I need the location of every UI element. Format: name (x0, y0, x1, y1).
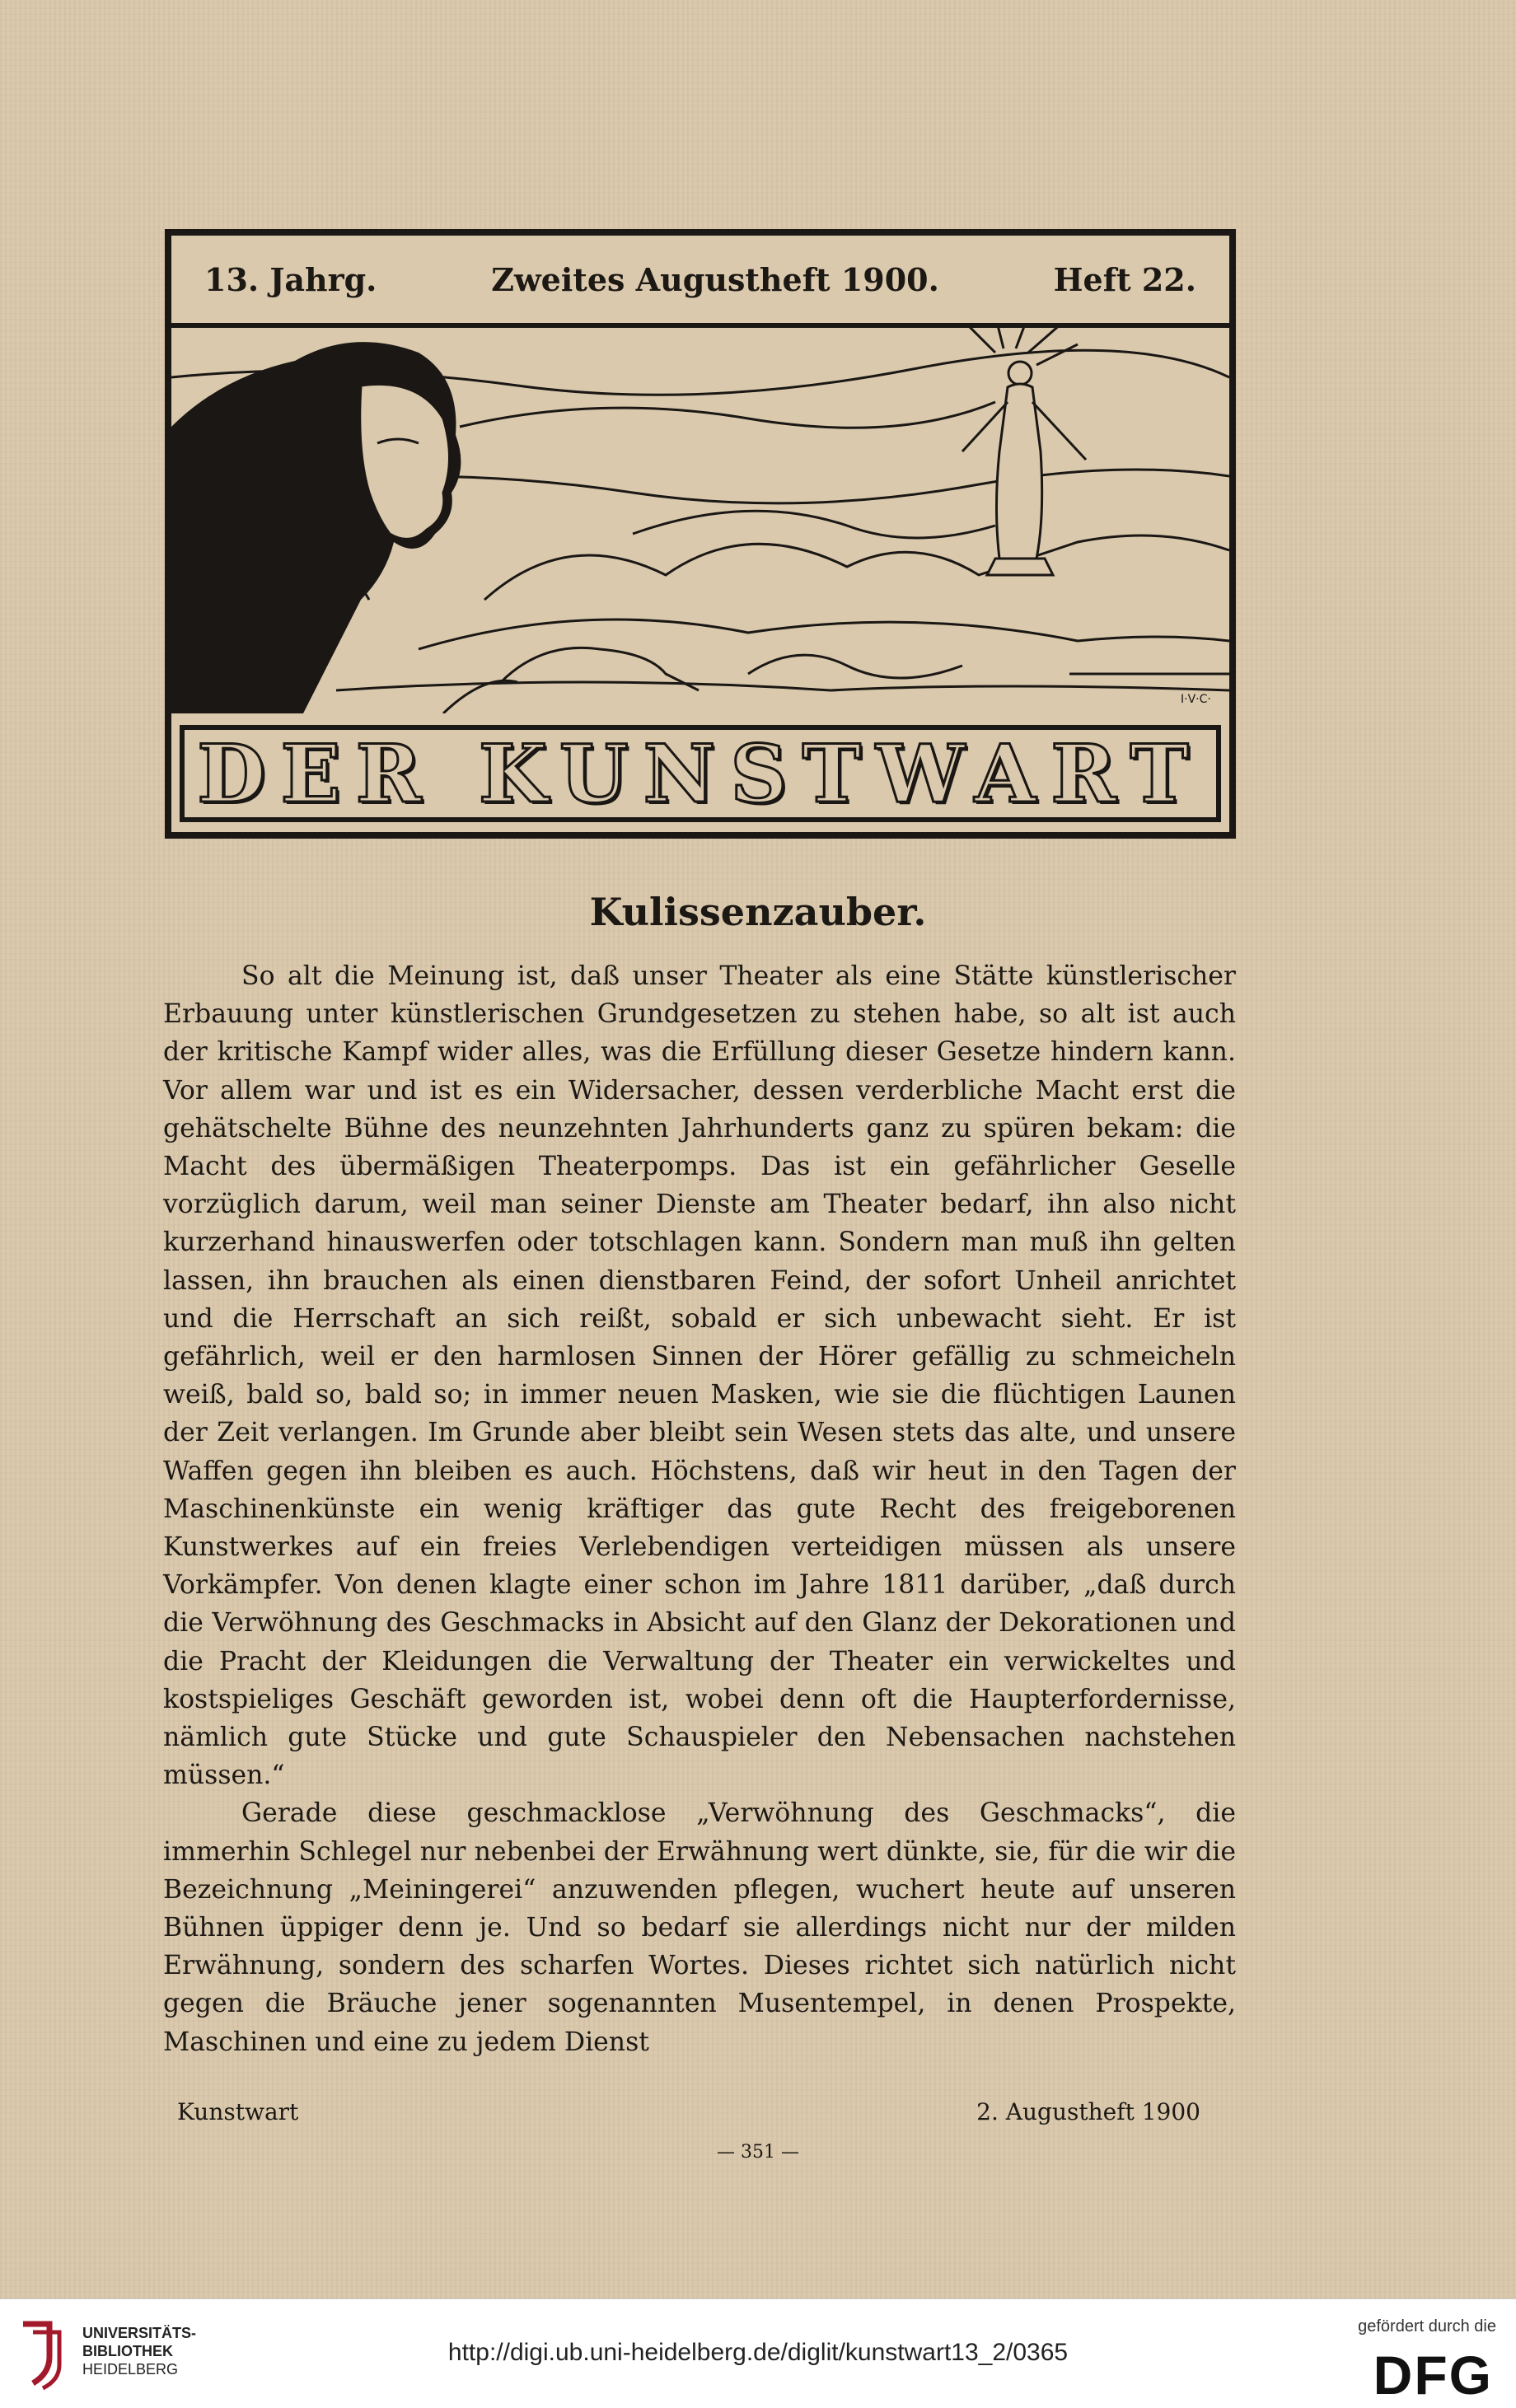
magazine-title: DER KUNSTWART (180, 725, 1221, 822)
masthead (165, 229, 1236, 839)
volume-label: 13. Jahrg. (204, 260, 377, 298)
library-name-line3: HEIDELBERG (82, 2361, 179, 2378)
artist-mark: I·V·C· (1181, 693, 1211, 706)
viewer-footer-bar (0, 2298, 1516, 2408)
sponsor-label: gefördert durch die (1358, 2317, 1496, 2336)
masthead-info-bar (171, 236, 1229, 328)
article-body (163, 957, 1236, 2061)
issue-number: Heft 22. (1053, 260, 1196, 298)
running-footer-right: 2. Augustheft 1900 (976, 2098, 1200, 2125)
running-footer-left: Kunstwart (177, 2098, 299, 2125)
library-name-line1: UNIVERSITÄTS- (82, 2325, 197, 2341)
permalink-url[interactable]: http://digi.ub.uni-heidelberg.de/diglit/kunstwart13_2/0365 (447, 2339, 1069, 2366)
issue-label: Zweites Augustheft 1900. (491, 260, 939, 298)
article-title: Kulissenzauber. (589, 890, 927, 934)
masthead-illustration (171, 328, 1229, 713)
paragraph: So alt die Meinung ist, daß unser Theater als eine Stätte künstlerischer Erbauung unter künstlerischen Grundgesetzen zu stehen habe, so alt ist auch der kritische Kampf wider alles, was die Erfüllung dieser Gesetze hindern kann. Vor allem war und ist es ein Widersacher, dessen verderbliche Macht erst die gehätschelte Bühne des neunzehnten Jahrhunderts ganz zu spüren bekam: die Macht des übermäßigen Theaterpomps. Das ist ein gefährlicher Geselle vorzüglich darum, weil man seiner Dienste am Theater bedarf, ihn also nicht kurzerhand hinauswerfen oder totschlagen kann. Sondern man muß ihn gelten lassen, ihn brauchen als einen dienstbaren Feind, der sofort Unheil anrichtet und die Herrschaft an sich reißt, sobald er sich unbewacht sieht. Er ist gefährlich, weil er den harmlosen Sinnen der Hörer gefällig zu schmeicheln weiß, bald so, bald so; in immer neuen Masken, wie sie die flüchtigen Launen der Zeit verlangen. Im Grunde aber bleibt sein Wesen stets das alte, und unsere Waffen gegen ihn bleiben es auch. Höchstens, daß wir heut in den Tagen der Maschinenkünste ein wenig kräftiger das gute Recht des freigeborenen Kunstwerkes auf ein freies Verlebendigen verteidigen müssen als unsere Vorkämpfer. Von denen klagte einer schon im Jahre 1811 darüber, „daß durch die Verwöhnung des Geschmacks in Absicht auf den Glanz der Dekorationen und die Pracht der Kleidungen die Verwaltung der Theater ein verwickeltes und kostspieliges Geschäft geworden ist, wobei denn oft die Haupterfordernisse, nämlich gute Stücke und gute Schauspieler den Nebensachen nachstehen müssen.“ (163, 961, 1236, 1791)
page-number: — 351 — (717, 2142, 799, 2163)
dfg-logo[interactable]: DFG (1373, 2345, 1493, 2406)
paragraph: Gerade diese geschmacklose „Verwöhnung des Geschmacks“, die immerhin Schlegel nur nebenbei der Erwähnung wert dünkte, sie, für die wir die Bezeichnung „Meiningerei“ anzuwenden pflegen, wuchert heute auf unseren Bühnen üppiger denn je. Und so bedarf sie allerdings nicht nur der milden Erwähnung, sondern des scharfen Wortes. Dieses richtet sich natürlich nicht gegen die Bräuche jener sogenannten Musentempel, in denen Prospekte, Maschinen und eine zu jedem Dienst (163, 1798, 1236, 2057)
library-name-line2: BIBLIOTHEK (82, 2343, 173, 2359)
